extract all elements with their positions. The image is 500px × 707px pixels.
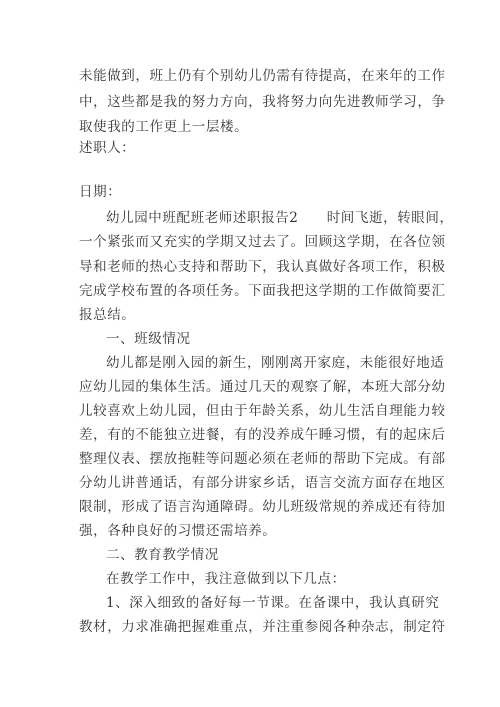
text-line: 儿较喜欢上幼儿园，但由于年龄关系，幼儿生活自理能力较 — [79, 403, 446, 419]
text-line: 分幼儿讲普通话，有部分讲家乡话，语言交流方面存在地区 — [79, 475, 446, 491]
signature-label: 述职人： — [79, 140, 136, 156]
text-line: 一个紧张而又充实的学期又过去了。回顾这学期，在各位领 — [79, 234, 446, 250]
text-line: 取使我的工作更上一层楼。 — [79, 119, 249, 135]
text-line: 幼儿都是刚入园的新生，刚刚离开家庭，未能很好地适 — [106, 355, 445, 371]
text-line: 整理仪表、摆放拖鞋等问题必须在老师的帮助下完成。有部 — [79, 451, 446, 467]
text-line: 报总结。 — [79, 307, 136, 323]
text-line: 1、深入细致的备好每一节课。在备课中，我认真研究 — [106, 595, 440, 611]
section-heading: 二、教育教学情况 — [106, 547, 219, 563]
text-line: 中，这些都是我的努力方向，我将努力向先进教师学习，争 — [79, 94, 446, 110]
text-line: 强，各种良好的习惯还需培养。 — [79, 523, 277, 539]
text-line: 限制，形成了语言沟通障碍。幼儿班级常规的养成还有待加 — [79, 499, 446, 515]
text-line: 完成学校布置的各项任务。下面我把这学期的工作做简要汇 — [79, 283, 446, 299]
text-line: 导和老师的热心支持和帮助下，我认真做好各项工作，积极 — [79, 259, 446, 275]
text-line: 未能做到，班上仍有个别幼儿仍需有待提高，在来年的工作 — [79, 68, 446, 84]
section-heading: 一、班级情况 — [106, 331, 191, 347]
report-title-line: 幼儿园中班配班老师述职报告2 时间飞逝，转眼间， — [106, 210, 454, 226]
text-line: 在教学工作中，我注意做到以下几点： — [106, 571, 346, 587]
text-line: 教材，力求准确把握难重点，并注重参阅各种杂志，制定符 — [79, 619, 446, 635]
text-line: 差，有的不能独立进餐，有的没养成午睡习惯，有的起床后 — [79, 427, 446, 443]
date-label: 日期： — [79, 184, 122, 200]
text-line: 应幼儿园的集体生活。通过几天的观察了解，本班大部分幼 — [79, 379, 446, 395]
